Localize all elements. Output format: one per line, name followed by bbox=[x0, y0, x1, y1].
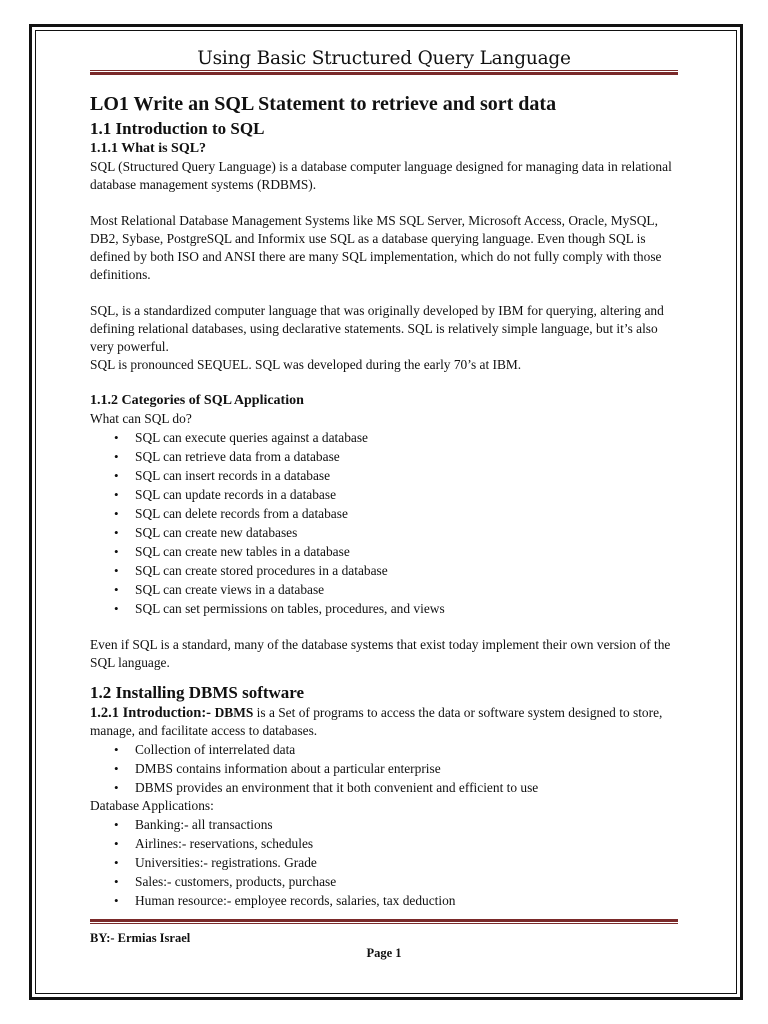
header-rule bbox=[90, 70, 678, 75]
list-item: • DBMS provides an environment that it both convenient and efficient to use bbox=[90, 778, 680, 797]
list-item: • Universities:- registrations. Grade bbox=[90, 853, 680, 872]
footer-rule bbox=[90, 919, 678, 924]
list-item: • SQL can create stored procedures in a database bbox=[90, 561, 680, 580]
list-item: • SQL can execute queries against a database bbox=[90, 428, 680, 447]
what-is-sql-paragraph-3: SQL, is a standardized computer language that was originally developed by IBM for querying, altering and defining relational databases, using declarative statements. SQL is relatively simple language, but it’s also very powerful. bbox=[90, 303, 664, 354]
list-item: • SQL can delete records from a database bbox=[90, 504, 680, 523]
list-item: • Sales:- customers, products, purchase bbox=[90, 872, 680, 891]
sql-capabilities-list bbox=[90, 428, 680, 618]
sql-standard-closing-paragraph: Even if SQL is a standard, many of the database systems that exist today implement their own version of the SQL language. bbox=[90, 637, 671, 670]
list-item: • SQL can insert records in a database bbox=[90, 466, 680, 485]
database-applications-list bbox=[90, 815, 680, 910]
list-item: • Collection of interrelated data bbox=[90, 740, 680, 759]
list-item: • SQL can create views in a database bbox=[90, 580, 680, 599]
list-item: • SQL can update records in a database bbox=[90, 485, 680, 504]
list-item: • DMBS contains information about a particular enterprise bbox=[90, 759, 680, 778]
list-item: • SQL can create new tables in a database bbox=[90, 542, 680, 561]
section-1-2-heading: 1.2 Installing DBMS software bbox=[90, 683, 305, 702]
list-item: • SQL can create new databases bbox=[90, 523, 680, 542]
what-is-sql-paragraph-4: SQL is pronounced SEQUEL. SQL was developed during the early 70’s at IBM. bbox=[90, 357, 522, 372]
what-is-sql-paragraph-1: SQL (Structured Query Language) is a database computer language designed for managing data in relational database management systems (RDBMS). bbox=[90, 159, 672, 192]
list-item: • Airlines:- reservations, schedules bbox=[90, 834, 680, 853]
what-can-sql-do-label: What can SQL do? bbox=[90, 411, 192, 426]
database-applications-label: Database Applications: bbox=[90, 798, 214, 813]
dbms-features-list bbox=[90, 740, 680, 797]
dbms-intro-label: 1.2.1 Introduction:- bbox=[90, 705, 215, 721]
section-1-1-heading: 1.1 Introduction to SQL bbox=[90, 119, 265, 138]
document-body bbox=[90, 90, 680, 910]
subsection-1-1-1-heading: 1.1.1 What is SQL? bbox=[90, 141, 207, 156]
what-is-sql-paragraph-2: Most Relational Database Management Systems like MS SQL Server, Microsoft Access, Oracle, MySQL, DB2, Sybase, PostgreSQL and Informix use SQL as a database querying language. Even though SQL is defined by both ISO and ANSI there are many SQL implementation, which do not fully comply with those definitions. bbox=[90, 213, 662, 282]
footer-author: BY:- Ermias Israel bbox=[90, 931, 191, 945]
document-header-title: Using Basic Structured Query Language bbox=[197, 48, 571, 69]
list-item: • SQL can retrieve data from a database bbox=[90, 447, 680, 466]
page-number: Page 1 bbox=[366, 946, 402, 960]
dbms-intro-text: is a Set of programs to access the data or software system designed to store, manage, and facilitate access to databases. bbox=[90, 705, 663, 738]
dbms-intro-term: DBMS bbox=[214, 705, 254, 720]
dbms-intro-paragraph bbox=[90, 704, 680, 740]
subsection-1-1-2-heading: 1.1.2 Categories of SQL Application bbox=[90, 393, 304, 408]
lo1-heading: LO1 Write an SQL Statement to retrieve and sort data bbox=[90, 93, 557, 115]
list-item: • SQL can set permissions on tables, procedures, and views bbox=[90, 599, 680, 618]
list-item: • Human resource:- employee records, salaries, tax deduction bbox=[90, 891, 680, 910]
list-item: • Banking:- all transactions bbox=[90, 815, 680, 834]
